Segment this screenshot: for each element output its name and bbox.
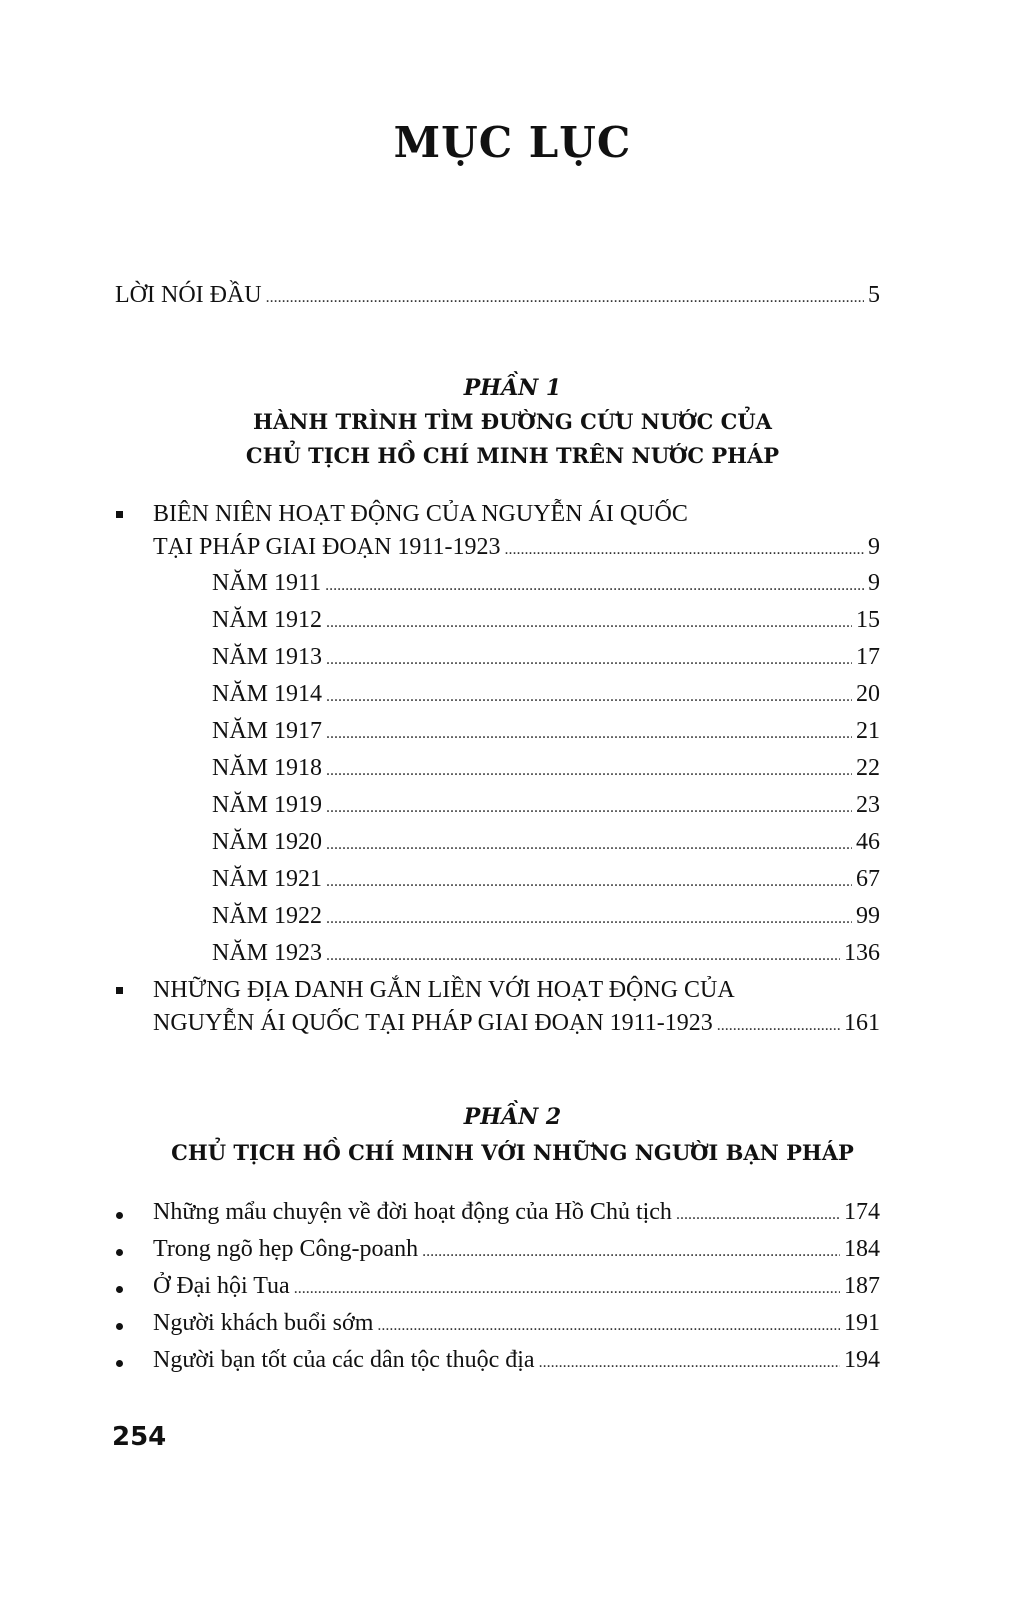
dot-leader <box>326 867 852 897</box>
dot-leader <box>326 608 852 638</box>
toc-entry-label: NĂM 1921 <box>212 866 323 892</box>
round-bullet-icon <box>116 1323 123 1330</box>
dot-leader <box>422 1237 840 1267</box>
toc-entry-part2 <box>153 1197 880 1227</box>
toc-entry-part2 <box>153 1271 880 1301</box>
toc-entry-label: Người khách buổi sớm <box>153 1310 374 1336</box>
toc-entry-part2 <box>153 1234 880 1264</box>
round-bullet-icon <box>116 1360 123 1367</box>
part1-label: PHẦN 1 <box>463 375 562 401</box>
toc-entry-label: NĂM 1923 <box>212 940 323 966</box>
toc-entry-page: 20 <box>856 681 880 707</box>
toc-entry-year <box>212 790 880 820</box>
toc-entry-label: NĂM 1919 <box>212 792 323 818</box>
dot-leader <box>326 793 852 823</box>
toc-entry-page: 194 <box>844 1347 880 1373</box>
toc-entry-year <box>212 716 880 746</box>
dot-leader <box>539 1348 840 1378</box>
dot-leader <box>326 682 852 712</box>
toc-entry-year <box>212 827 880 857</box>
dot-leader <box>326 645 852 675</box>
toc-entry-year <box>212 568 880 598</box>
section1-entry <box>153 532 880 562</box>
part1-title-line2: CHỦ TỊCH HỒ CHÍ MINH TRÊN NƯỚC PHÁP <box>245 443 780 468</box>
toc-entry-label: NĂM 1913 <box>212 644 323 670</box>
toc-entry-year <box>212 901 880 931</box>
part2-label: PHẦN 2 <box>463 1104 562 1130</box>
page-title: MỤC LỤC <box>393 118 632 167</box>
square-bullet-icon <box>116 511 123 518</box>
dot-leader <box>377 1311 840 1341</box>
dot-leader <box>326 830 852 860</box>
toc-entry-label: NĂM 1914 <box>212 681 323 707</box>
toc-entry-page: 17 <box>856 644 880 670</box>
dot-leader <box>676 1200 840 1230</box>
toc-entry-page: 9 <box>868 534 880 560</box>
toc-entry-year <box>212 679 880 709</box>
toc-entry-page: 184 <box>844 1236 880 1262</box>
toc-entry-label: NĂM 1917 <box>212 718 323 744</box>
dot-leader <box>266 283 864 313</box>
toc-entry-label: LỜI NÓI ĐẦU <box>115 282 262 308</box>
toc-entry-page: 46 <box>856 829 880 855</box>
toc-entry-page: 174 <box>844 1199 880 1225</box>
dot-leader <box>326 941 840 971</box>
toc-entry-intro <box>115 280 880 310</box>
round-bullet-icon <box>116 1212 123 1219</box>
toc-entry-part2 <box>153 1308 880 1338</box>
toc-entry-page: 99 <box>856 903 880 929</box>
square-bullet-icon <box>116 987 123 994</box>
toc-entry-label: Trong ngõ hẹp Công-poanh <box>153 1236 419 1262</box>
toc-entry-page: 22 <box>856 755 880 781</box>
toc-entry-label: NĂM 1912 <box>212 607 323 633</box>
toc-entry-label: TẠI PHÁP GIAI ĐOẠN 1911-1923 <box>153 534 501 560</box>
dot-leader <box>326 719 852 749</box>
section1-line1: BIÊN NIÊN HOẠT ĐỘNG CỦA NGUYỄN ÁI QUỐC <box>153 501 688 527</box>
toc-entry-page: 5 <box>868 282 880 308</box>
toc-entry-label: NĂM 1918 <box>212 755 323 781</box>
round-bullet-icon <box>116 1286 123 1293</box>
toc-entry-page: 191 <box>844 1310 880 1336</box>
toc-entry-page: 161 <box>844 1010 880 1036</box>
toc-entry-page: 136 <box>844 940 880 966</box>
round-bullet-icon <box>116 1249 123 1256</box>
toc-entry-year <box>212 938 880 968</box>
toc-entry-page: 9 <box>868 570 880 596</box>
dot-leader <box>717 1011 840 1041</box>
toc-entry-label: Người bạn tốt của các dân tộc thuộc địa <box>153 1347 535 1373</box>
toc-entry-label: Ở Đại hội Tua <box>153 1273 290 1299</box>
toc-entry-label: Những mẩu chuyện về đời hoạt động của Hồ Chủ tịch <box>153 1199 672 1225</box>
toc-entry-page: 187 <box>844 1273 880 1299</box>
part1-title-line1: HÀNH TRÌNH TÌM ĐƯỜNG CỨU NƯỚC CỦA <box>253 409 772 434</box>
section2-entry <box>153 1008 880 1038</box>
toc-entry-label: NĂM 1920 <box>212 829 323 855</box>
toc-entry-year <box>212 864 880 894</box>
toc-entry-part2 <box>153 1345 880 1375</box>
dot-leader <box>505 535 864 565</box>
toc-entry-year <box>212 753 880 783</box>
dot-leader <box>326 756 852 786</box>
toc-entry-label: NGUYỄN ÁI QUỐC TẠI PHÁP GIAI ĐOẠN 1911-1923 <box>153 1010 713 1036</box>
toc-entry-year <box>212 605 880 635</box>
part2-title: CHỦ TỊCH HỒ CHÍ MINH VỚI NHỮNG NGƯỜI BẠN PHÁP <box>171 1140 854 1165</box>
toc-entry-page: 67 <box>856 866 880 892</box>
dot-leader <box>294 1274 840 1304</box>
toc-entry-page: 23 <box>856 792 880 818</box>
toc-entry-page: 21 <box>856 718 880 744</box>
section2-line1: NHỮNG ĐỊA DANH GẮN LIỀN VỚI HOẠT ĐỘNG CỦA <box>153 977 735 1003</box>
page-number: 254 <box>112 1422 167 1452</box>
toc-entry-label: NĂM 1911 <box>212 570 322 596</box>
dot-leader <box>325 571 864 601</box>
toc-entry-year <box>212 642 880 672</box>
dot-leader <box>326 904 852 934</box>
toc-entry-page: 15 <box>856 607 880 633</box>
toc-entry-label: NĂM 1922 <box>212 903 323 929</box>
